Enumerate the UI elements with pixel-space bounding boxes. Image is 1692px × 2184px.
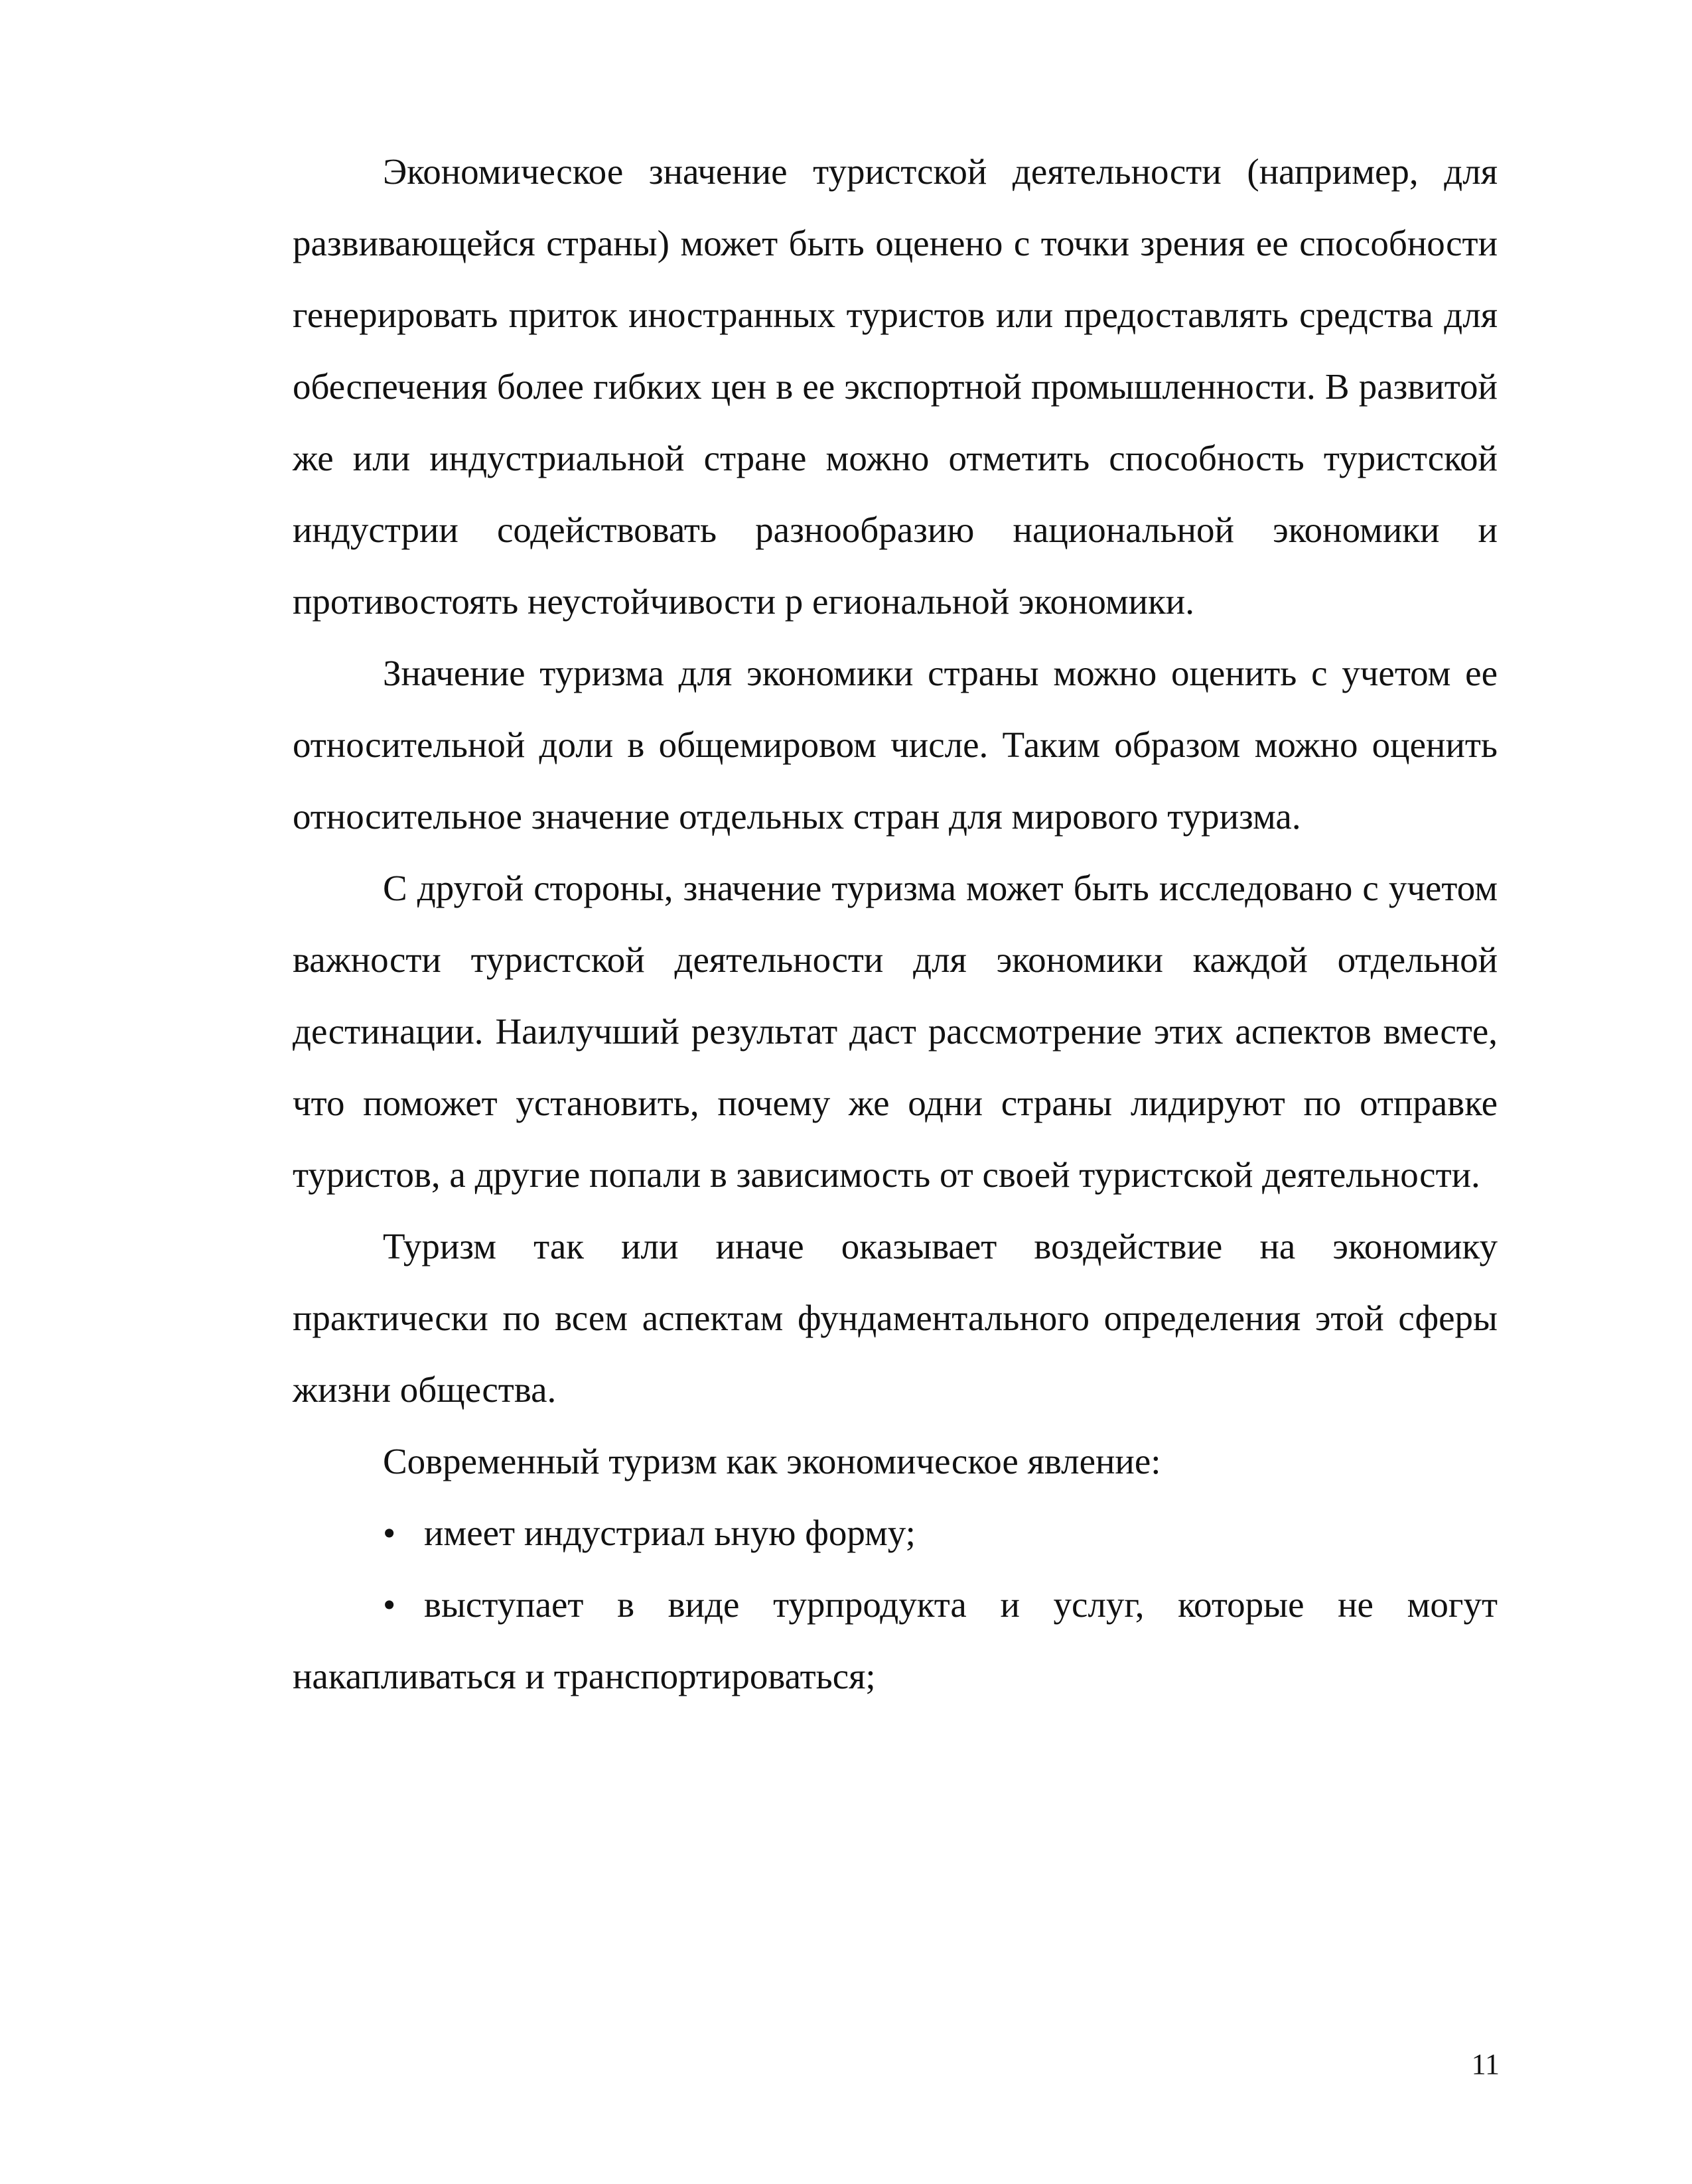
list-item <box>293 1497 1498 1569</box>
body-text <box>293 136 1498 1712</box>
bullet-icon: • <box>383 1513 396 1553</box>
paragraph-economic-significance: Экономическое значение туристской деятельности (например, для развивающейся страны) может быть оценено с точки зрения ее способности генерировать приток иностранных туристов или предоставлять средства для обеспечения более гибких цен в ее экспортной промышленности. В развитой же или индустриальной стране можно отметить способность туристской индустрии содействовать разнообразию национальной экономики и противостоять неустойчивости р егиональной экономики. <box>293 151 1498 622</box>
list-item-text: выступает в виде турпродукта и услуг, которые не могут накапливаться и транспортироваться; <box>293 1584 1498 1696</box>
list-item <box>293 1569 1498 1712</box>
paragraph-tourism-impact: Туризм так или иначе оказывает воздействие на экономику практически по всем аспектам фундаментального определения этой сферы жизни общества. <box>293 1226 1498 1410</box>
page-number: 11 <box>1471 2048 1500 2081</box>
paragraph-tourism-value: Значение туризма для экономики страны можно оценить с учетом ее относительной доли в общемировом числе. Таким образом можно оценить относительное значение отдельных стран для мирового туризма. <box>293 653 1498 837</box>
paragraph-modern-tourism: Современный туризм как экономическое явление: <box>383 1441 1161 1481</box>
bullet-icon: • <box>383 1584 396 1625</box>
list-item-text: имеет индустриал ьную форму; <box>424 1513 916 1553</box>
paragraph-other-side: С другой стороны, значение туризма может быть исследовано с учетом важности туристской деятельности для экономики каждой отдельной дестинации. Наилучший результат даст рассмотрение этих аспектов вместе, что поможет установить, почему же одни страны лидируют по отправке туристов, а другие попали в зависимость от своей туристской деятельности. <box>293 868 1498 1195</box>
